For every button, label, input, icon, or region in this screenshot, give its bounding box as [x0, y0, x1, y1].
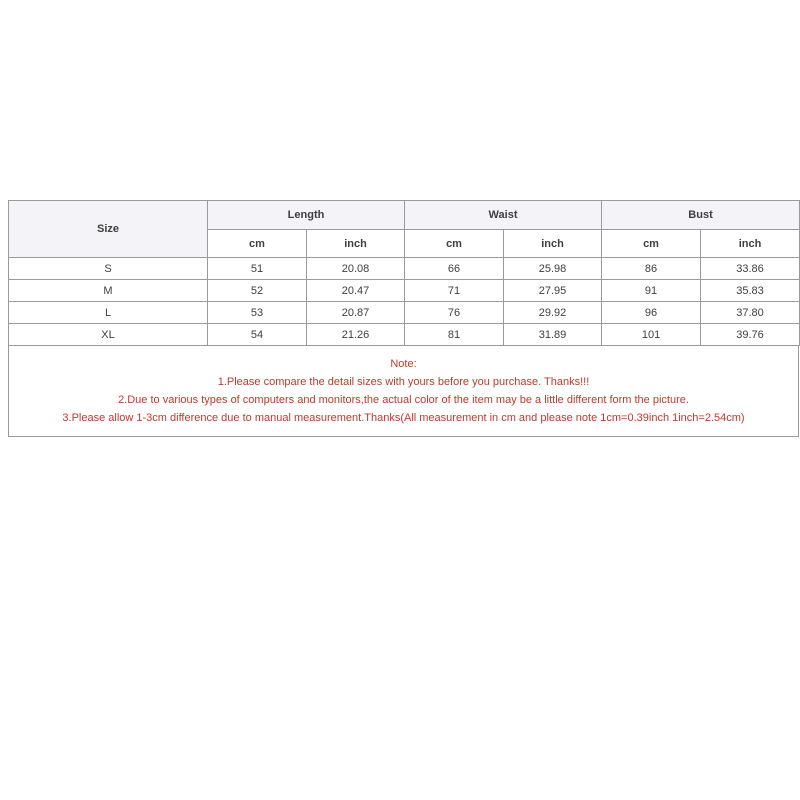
table-cell: 21.26: [307, 324, 405, 346]
length-header: Length: [208, 201, 405, 230]
note-line: 1.Please compare the detail sizes with yours before you purchase. Thanks!!!: [217, 376, 590, 388]
unit-header: cm: [602, 230, 701, 258]
size-cell: XL: [9, 324, 208, 346]
table-cell: 33.86: [701, 258, 800, 280]
table-row: [9, 258, 800, 280]
note-line: 2.Due to various types of computers and monitors,the actual color of the item may be a little different form the picture.: [118, 394, 689, 406]
table-cell: 71: [405, 280, 504, 302]
table-cell: 76: [405, 302, 504, 324]
note-line: 3.Please allow 1-3cm difference due to manual measurement.Thanks(All measurement in cm and please note 1cm=0.39inch 1inch=2.54cm): [62, 412, 745, 424]
unit-header: inch: [307, 230, 405, 258]
table-cell: 27.95: [504, 280, 602, 302]
size-header: Size: [9, 201, 208, 258]
table-cell: 20.87: [307, 302, 405, 324]
note-heading: Note:: [390, 358, 417, 370]
table-cell: 37.80: [701, 302, 800, 324]
table-cell: 20.47: [307, 280, 405, 302]
table-cell: 81: [405, 324, 504, 346]
bust-header: Bust: [602, 201, 800, 230]
size-cell: S: [9, 258, 208, 280]
table-cell: 31.89: [504, 324, 602, 346]
table-cell: 91: [602, 280, 701, 302]
table-row: [9, 280, 800, 302]
waist-header: Waist: [405, 201, 602, 230]
table-cell: 101: [602, 324, 701, 346]
table-cell: 35.83: [701, 280, 800, 302]
unit-header: cm: [405, 230, 504, 258]
size-chart: [8, 200, 799, 437]
header-row-groups: [9, 201, 800, 230]
size-cell: L: [9, 302, 208, 324]
table-cell: 39.76: [701, 324, 800, 346]
size-cell: M: [9, 280, 208, 302]
table-cell: 20.08: [307, 258, 405, 280]
table-cell: 86: [602, 258, 701, 280]
table-row: [9, 324, 800, 346]
unit-header: cm: [208, 230, 307, 258]
notes-box: [8, 346, 799, 437]
table-cell: 29.92: [504, 302, 602, 324]
table-row: [9, 302, 800, 324]
unit-header: inch: [701, 230, 800, 258]
size-table: [8, 200, 800, 346]
table-cell: 51: [208, 258, 307, 280]
table-cell: 53: [208, 302, 307, 324]
table-cell: 25.98: [504, 258, 602, 280]
table-cell: 66: [405, 258, 504, 280]
table-cell: 52: [208, 280, 307, 302]
unit-header: inch: [504, 230, 602, 258]
table-cell: 96: [602, 302, 701, 324]
table-cell: 54: [208, 324, 307, 346]
